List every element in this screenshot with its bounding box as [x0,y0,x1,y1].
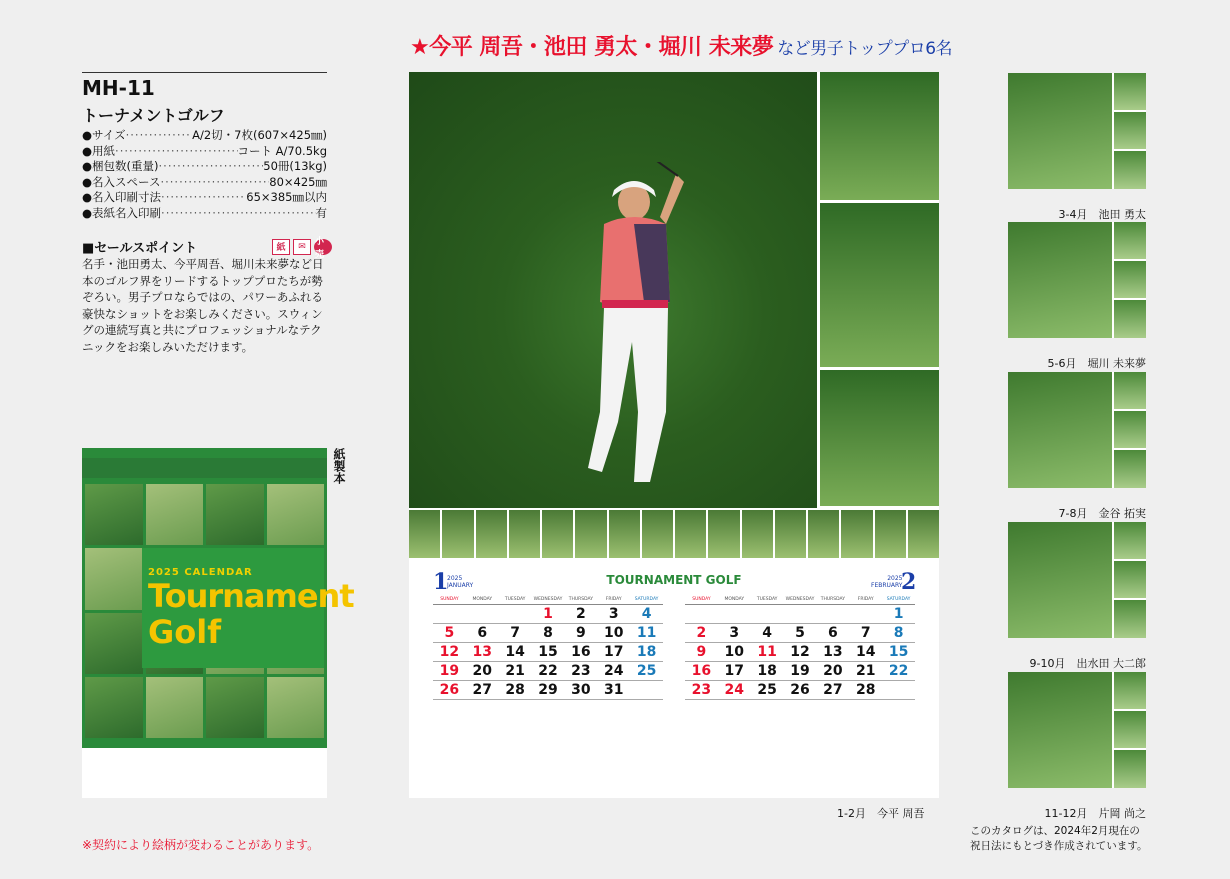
cover-photo [267,677,325,738]
swing-frame [509,510,540,558]
day-cell: 8 [893,625,904,641]
day-cell: 24 [603,663,624,679]
cover-photo [85,677,143,738]
day-cell: 26 [790,682,810,698]
month-february [685,597,915,700]
day-cell [751,605,784,624]
day-cell: 19 [439,663,460,679]
jan-year: 2025 [447,575,463,582]
weekday-label: WEDNESDAY [785,597,815,602]
day-cell: 1 [543,606,553,622]
headline-sub: など男子トッププロ6名 [777,39,953,59]
day-cell: 18 [757,663,777,679]
day-cell: 10 [724,644,745,660]
spec-value: 有 [315,205,327,220]
day-cell [499,605,532,624]
thumbnail-inset [1114,561,1146,598]
side-photo [820,203,939,367]
thumbnail-photo [1008,222,1112,338]
swing-frame [875,510,906,558]
headline [410,30,952,61]
spec-key: ●名入印刷寸法 [82,190,162,204]
day-cell: 25 [757,682,777,698]
weekday-label: SATURDAY [886,597,911,602]
thumbnail-inset [1114,522,1146,559]
day-cell: 18 [636,644,657,660]
weekday-header [433,597,663,605]
swing-frame [575,510,606,558]
day-cell: 6 [827,625,838,641]
cover-photo [267,484,325,545]
feb-year: 2025 [887,575,903,582]
product-code: MH-11 [82,76,155,100]
spec-key: ●用紙 [82,143,116,158]
spec-row [82,144,327,160]
swing-frame [775,510,806,558]
mail-icon: ✉ [293,239,311,255]
thumbnail-photo [1008,522,1112,638]
day-cell: 27 [823,682,843,698]
spec-row [82,190,327,206]
thumbnail-caption: 7-8月 金谷 拓実 [1058,507,1146,520]
week-row [433,643,663,662]
swing-frame [409,510,440,558]
thumbnail-inset [1114,711,1146,748]
month-thumbnail [1008,372,1146,488]
main-caption: 1-2月 今平 周吾 [837,807,925,820]
day-cell: 27 [472,682,493,698]
spec-value: A/2切・7枚(607×425㎜) [192,128,327,142]
swing-frame [542,510,573,558]
swing-frame [476,510,507,558]
day-cell: 15 [888,644,909,660]
day-cell: 28 [505,682,525,698]
day-cell: 15 [538,644,558,660]
day-cell: 13 [823,644,843,660]
day-cell: 10 [603,625,624,641]
warning-note: ※契約により絵柄が変わることがあります。 [82,838,320,852]
weekday-label: THURSDAY [568,597,593,602]
feb-label [871,575,902,589]
day-cell: 21 [505,663,525,679]
cover-photo [206,484,264,545]
swing-frame [841,510,872,558]
swing-frame [808,510,839,558]
thumbnail-inset [1114,411,1146,448]
cover-title-line1: Tournament [148,576,354,615]
thumbnail-photo [1008,73,1112,189]
day-cell: 16 [691,663,712,679]
thumbnail-caption: 3-4月 池田 勇太 [1058,208,1146,221]
day-cell: 11 [636,625,657,641]
day-cell: 29 [538,682,558,698]
paper-badge: 紙 [272,239,290,255]
day-cell [433,605,466,624]
catalog-note: このカタログは、2024年2月現在の 祝日法にもとづき作成されています。 [970,825,1148,852]
swing-frame [708,510,739,558]
day-cell: 5 [444,625,455,641]
weekday-label: THURSDAY [820,597,845,602]
day-cell: 23 [571,663,591,679]
thumbnail-inset [1114,261,1146,298]
week-row [433,605,663,624]
month-thumbnail [1008,672,1146,788]
cover-photo [85,613,143,674]
thumbnail-inset [1114,750,1146,788]
spec-row [82,128,327,144]
day-cell: 21 [855,663,876,679]
swing-frame [642,510,673,558]
day-cell: 12 [790,644,810,660]
main-photo [409,72,817,508]
weekday-label: WEDNESDAY [533,597,563,602]
day-cell: 14 [855,644,876,660]
feb-name: FEBRUARY [871,582,903,589]
day-cell: 17 [603,644,624,660]
cover-year: 2025 CALENDAR [148,566,253,578]
swing-frame [908,510,939,558]
weekday-label: SATURDAY [634,597,659,602]
week-row [433,662,663,681]
day-cell: 3 [608,606,619,622]
spec-key: ●表紙名入印刷 [82,205,162,220]
thumbnail-photo [1008,372,1112,488]
product-title: トーナメントゴルフ [82,106,225,125]
day-cell: 2 [575,606,586,622]
spec-key: ●梱包数(重量) [82,159,159,173]
spec-value: 65×385㎜以内 [246,190,327,204]
day-cell: 22 [888,663,909,679]
day-cell: 25 [636,663,657,679]
dot-leader [126,128,192,144]
cover-photo [85,484,143,545]
thumbnail-inset [1114,450,1146,488]
day-cell: 16 [571,644,591,660]
day-cell: 6 [477,625,488,641]
weekday-label: MONDAY [724,597,745,602]
cover-photo [146,677,204,738]
cover-photo [85,548,143,609]
day-cell: 4 [641,606,652,622]
day-cell: 8 [543,625,553,641]
month-january [433,597,663,700]
side-photo-column [820,72,939,509]
day-cell: 3 [729,625,740,641]
day-cell: 11 [757,644,777,660]
thumbnail-caption: 9-10月 出水田 大二郎 [1029,657,1146,670]
calendar-title: TOURNAMENT GOLF [606,573,742,587]
day-cell: 14 [505,644,525,660]
week-row [685,662,915,681]
spec-row [82,175,327,191]
sales-point-title: ■セールスポイント [82,241,198,256]
thumbnail-photo [1008,672,1112,788]
spec-key: ●サイズ [82,128,126,142]
spec-row [82,159,327,175]
day-cell: 20 [472,663,493,679]
day-cell: 23 [691,682,712,698]
weekday-header [685,597,915,605]
weekday-label: MONDAY [472,597,493,602]
spec-key: ●名入スペース [82,174,161,189]
week-row [433,624,663,643]
cover-header-band [82,458,327,478]
swing-frame [442,510,473,558]
thumbnail-caption: 11-12月 片岡 尚之 [1044,807,1146,820]
dot-leader [161,206,315,222]
week-row [685,605,915,624]
day-cell: 12 [439,644,460,660]
side-photo [820,72,939,200]
day-cell [784,605,817,624]
divider [82,72,327,73]
day-cell: 20 [823,663,843,679]
weekday-label: TUESDAY [756,597,778,602]
day-cell: 9 [696,644,707,660]
day-cell [882,681,915,700]
cover-photo [146,484,204,545]
day-cell: 13 [472,644,493,660]
weekday-label: SUNDAY [692,597,711,602]
weekday-label: FRIDAY [605,597,622,602]
feb-number: 2 [901,569,917,595]
jan-label [447,575,473,589]
day-cell: 24 [724,682,745,698]
thumbnail-caption: 5-6月 堀川 未来夢 [1047,357,1146,370]
cover-title-line2: Golf [148,612,222,651]
headline-main: ★今平 周吾・池田 勇太・堀川 未来夢 [410,35,774,60]
thumbnail-inset [1114,112,1146,149]
dot-leader [160,175,269,191]
dot-leader [115,144,237,160]
thumbnail-inset [1114,300,1146,338]
binding-label: 紙製本 [332,448,346,484]
day-cell [466,605,499,624]
day-cell: 5 [795,625,805,641]
thumbnail-inset [1114,151,1146,189]
day-cell: 7 [860,625,871,641]
week-row [685,681,915,700]
thumbnail-inset [1114,222,1146,259]
month-thumbnail [1008,73,1146,189]
thumbnail-inset [1114,73,1146,110]
day-cell: 1 [893,606,904,622]
thumbnail-inset [1114,672,1146,709]
thumbnail-inset [1114,372,1146,409]
day-cell [849,605,882,624]
swing-frame [675,510,706,558]
week-row [685,643,915,662]
day-cell: 17 [724,663,745,679]
thumbnail-inset [1114,600,1146,638]
month-thumbnail [1008,222,1146,338]
sales-description: 名手・池田勇太、今平周吾、堀川未来夢など日本のゴルフ界をリードするトッププロたちが勢ぞろい。男子プロならではの、パワーあふれる豪快なショットをお楽しみください。スウィングの連続写真と共にプロフェッショナルなテクニックをお楽しみいただけます。 [82,257,324,354]
day-cell: 28 [855,682,876,698]
day-cell [630,681,663,700]
jan-name: JANUARY [447,582,474,589]
month-thumbnail [1008,522,1146,638]
golfer-illustration [574,162,694,492]
side-photo [820,370,939,506]
week-row [433,681,663,700]
day-cell [718,605,751,624]
swing-sequence-strip [409,510,939,558]
jan-number: 1 [433,569,449,595]
main-calendar-page [409,72,939,798]
day-cell: 19 [790,663,810,679]
swing-frame [609,510,640,558]
sales-point-header [82,236,332,260]
day-cell [685,605,718,624]
dot-leader [159,159,264,175]
day-cell: 7 [510,625,520,641]
day-cell: 26 [439,682,460,698]
day-cell: 30 [571,682,591,698]
spec-value: コート A/70.5kg [237,143,327,158]
day-cell: 31 [603,682,624,698]
weekday-label: FRIDAY [857,597,874,602]
cover-photo [206,677,264,738]
spec-value: 80×425㎜ [269,174,327,189]
cover-title-block [142,548,354,668]
spec-list [82,128,327,221]
spec-value: 50冊(13kg) [263,159,327,173]
spec-row [82,206,327,222]
day-cell: 9 [575,625,586,641]
weekday-label: SUNDAY [440,597,459,602]
day-cell [816,605,849,624]
retail-badge: 小売 [314,239,332,255]
weekday-label: TUESDAY [504,597,526,602]
day-cell: 22 [538,663,558,679]
day-cell: 2 [696,625,707,641]
week-row [685,624,915,643]
day-cell: 4 [762,625,772,641]
calendar-header [409,569,939,597]
swing-frame [742,510,773,558]
dot-leader [161,190,246,206]
